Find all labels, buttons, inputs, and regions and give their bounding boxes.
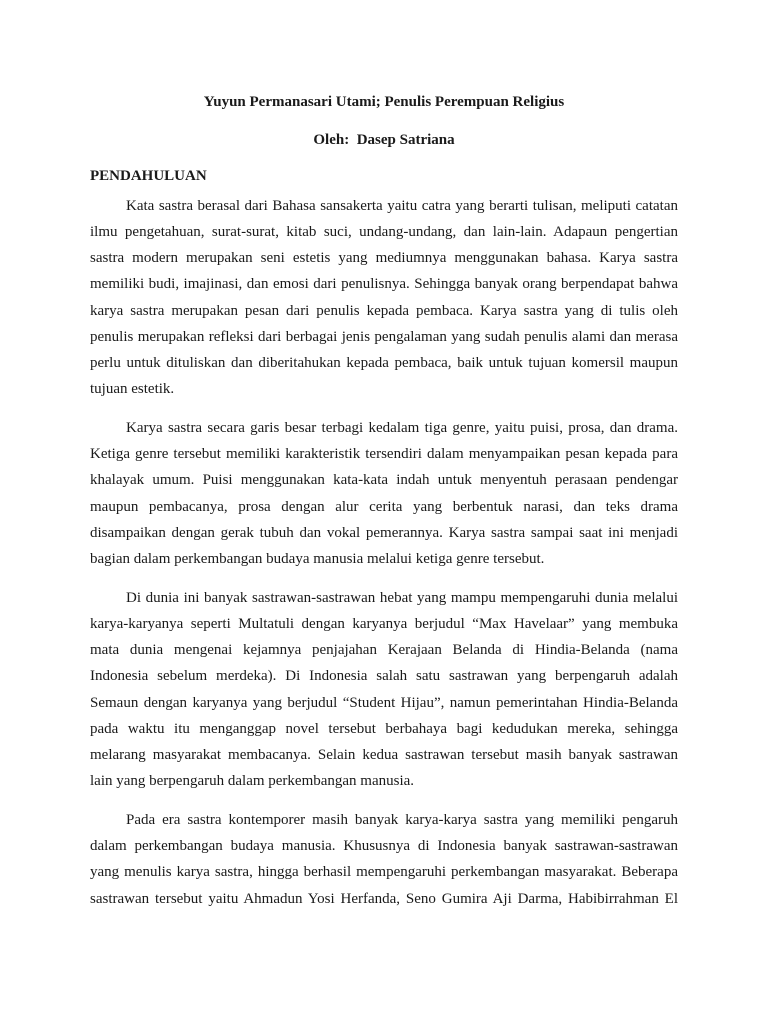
author-line: Oleh: Dasep Satriana	[313, 132, 455, 148]
text-line: sastra modern merupakan seni estetis yang mediumnya menggunakan bahasa. Karya sastra	[90, 250, 678, 267]
text-line: tujuan estetik.	[90, 380, 175, 397]
paragraph	[90, 807, 678, 912]
text-line: dalam perkembangan budaya manusia. Khususnya di Indonesia banyak sastrawan-sastrawan	[90, 838, 678, 855]
text-line: disampaikan dengan gerak tubuh dan vokal pemerannya. Karya sastra sampai saat ini menjadi	[90, 524, 678, 541]
text-line: melarang masyarakat membacanya. Selain kedua sastrawan tersebut masih banyak sastrawan	[90, 746, 678, 763]
paragraph	[90, 415, 678, 572]
text-line: Indonesia sebelum merdeka). Di Indonesia salah satu sastrawan yang berpengaruh adalah	[90, 668, 678, 685]
text-line: Karya sastra secara garis besar terbagi kedalam tiga genre, yaitu puisi, prosa, dan drama.	[126, 420, 678, 437]
text-line: mata dunia mengenai kejamnya penjajahan Kerajaan Belanda di Hindia-Belanda (nama	[90, 642, 678, 659]
text-line: yang menulis karya sastra, hingga berhasil mempengaruhi perkembangan masyarakat. Beberapa	[90, 864, 678, 881]
text-line: Pada era sastra kontemporer masih banyak karya-karya sastra yang memiliki pengaruh	[126, 812, 678, 829]
text-line: lain yang berpengaruh dalam perkembangan manusia.	[90, 772, 415, 789]
text-line: perlu untuk dituliskan dan diberitahukan kepada pembaca, baik untuk tujuan komersil maupun	[90, 354, 678, 371]
text-line: penulis merupakan refleksi dari berbagai jenis pengalaman yang sudah penulis alami dan merasa	[90, 328, 678, 345]
paragraph	[90, 585, 678, 794]
document-title: Yuyun Permanasari Utami; Penulis Perempuan Religius	[203, 94, 565, 110]
text-line: Ketiga genre tersebut memiliki karakteristik tersendiri dalam menyampaikan pesan kepada para	[90, 446, 678, 463]
document-body	[90, 193, 678, 925]
text-line: bagian dalam perkembangan budaya manusia melalui ketiga genre tersebut.	[90, 550, 545, 567]
text-line: Di dunia ini banyak sastrawan-sastrawan hebat yang mampu mempengaruhi dunia melalui	[126, 589, 678, 606]
text-line: ilmu pengetahuan, surat-surat, kitab suci, undang-undang, dan lain-lain. Adapaun pengertian	[90, 224, 678, 241]
text-line: karya-karyanya seperti Multatuli dengan karyanya berjudul “Max Havelaar” yang membuka	[90, 616, 678, 633]
section-heading: PENDAHULUAN	[90, 168, 207, 184]
text-line: memiliki budi, imajinasi, dan emosi dari penulisnya. Sehingga banyak orang berpendapat bahwa	[90, 276, 678, 293]
text-line: Kata sastra berasal dari Bahasa sansakerta yaitu catra yang berarti tulisan, meliputi catatan	[126, 198, 678, 214]
text-line: maupun pembacanya, prosa dengan alur cerita yang berbentuk narasi, dan teks drama	[90, 498, 678, 515]
text-line: Semaun dengan karyanya yang berjudul “Student Hijau”, namun pemerintahan Hindia-Belanda	[90, 694, 678, 711]
text-line: pada waktu itu menganggap novel tersebut berbahaya bagi kedudukan mereka, sehingga	[90, 720, 678, 737]
paragraph	[90, 193, 678, 402]
text-line: sastrawan tersebut yaitu Ahmadun Yosi Herfanda, Seno Gumira Aji Darma, Habibirrahman El	[90, 890, 678, 907]
text-line: khalayak umum. Puisi menggunakan kata-kata indah untuk menyentuh perasaan pendengar	[90, 472, 678, 489]
text-line: karya sastra merupakan pesan dari penulis kepada pembaca. Karya sastra yang di tulis oleh	[90, 302, 678, 319]
